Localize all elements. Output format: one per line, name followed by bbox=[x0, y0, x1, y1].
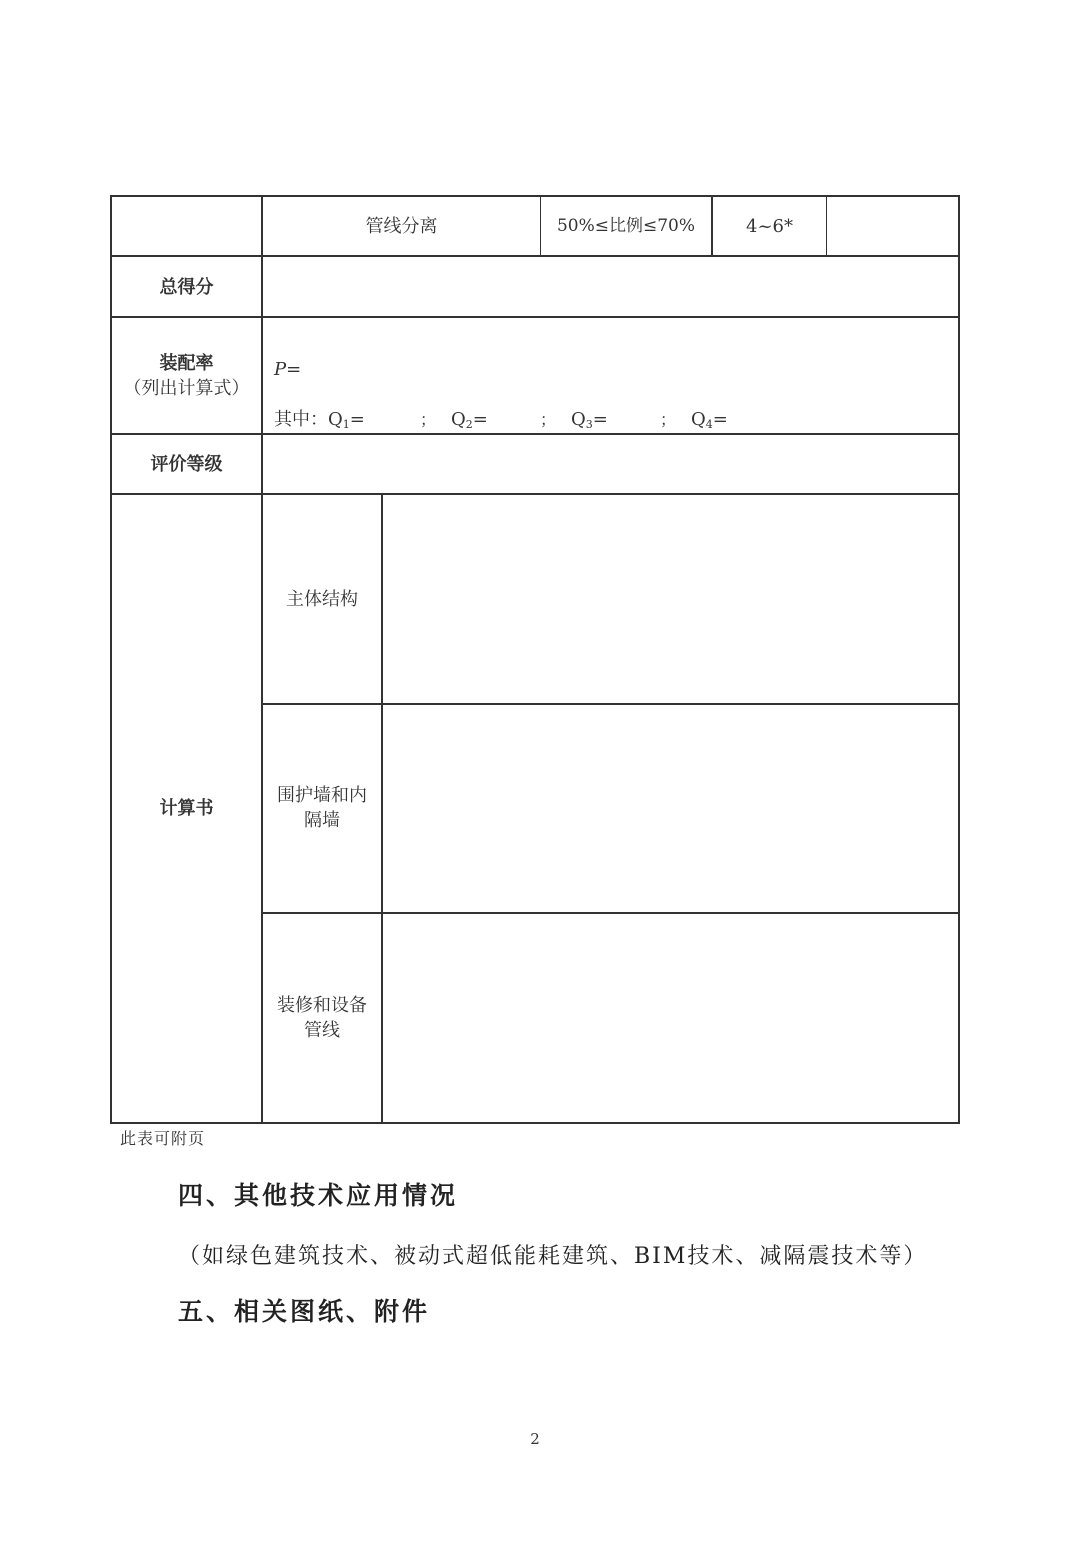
details-prefix: 其中： bbox=[274, 409, 328, 430]
q1-equals: = bbox=[349, 409, 365, 430]
main-structure-label: 主体结构 bbox=[286, 589, 358, 610]
enclosure-wall-label-line2: 隔墙 bbox=[304, 810, 340, 831]
main-structure-content[interactable] bbox=[383, 495, 958, 703]
sep-2: ； bbox=[540, 410, 557, 429]
page-number: 2 bbox=[530, 1430, 540, 1448]
q1-symbol: Q bbox=[328, 409, 343, 430]
score-range: 4~6* bbox=[746, 216, 793, 237]
calc-book-label: 计算书 bbox=[159, 798, 214, 819]
q2-equals: = bbox=[472, 409, 488, 430]
decoration-pipeline-label-line1: 装修和设备 bbox=[277, 995, 367, 1016]
q3-equals: = bbox=[592, 409, 608, 430]
total-score-label: 总得分 bbox=[159, 277, 214, 298]
sep-1: ； bbox=[420, 410, 437, 429]
q3-symbol: Q bbox=[571, 409, 586, 430]
assembly-rate-label: 装配率 bbox=[159, 353, 214, 374]
q4-symbol: Q bbox=[691, 409, 706, 430]
pipeline-separation-label: 管线分离 bbox=[365, 216, 438, 237]
assembly-rate-formula[interactable]: P= bbox=[274, 359, 302, 380]
q4-subscript: 4 bbox=[705, 418, 713, 431]
q3-field[interactable] bbox=[571, 407, 608, 437]
q4-equals: = bbox=[712, 409, 728, 430]
assembly-rate-note: （列出计算式） bbox=[123, 378, 250, 399]
ratio-standard: 50%≤比例≤70% bbox=[556, 216, 696, 236]
table-note: 此表可附页 bbox=[120, 1129, 206, 1148]
q3-subscript: 3 bbox=[585, 418, 593, 431]
enclosure-wall-content[interactable] bbox=[383, 705, 958, 912]
section4-heading: 四、其他技术应用情况 bbox=[178, 1181, 459, 1210]
q4-field[interactable] bbox=[691, 407, 728, 437]
sep-3: ； bbox=[660, 410, 677, 429]
decoration-pipeline-content[interactable] bbox=[383, 914, 958, 1122]
section4-description: （如绿色建筑技术、被动式超低能耗建筑、BIM技术、减隔震技术等） bbox=[178, 1244, 928, 1269]
q2-field[interactable] bbox=[451, 407, 488, 437]
q2-subscript: 2 bbox=[465, 418, 473, 431]
decoration-pipeline-label-line2: 管线 bbox=[304, 1020, 340, 1041]
section5-heading: 五、相关图纸、附件 bbox=[178, 1297, 431, 1326]
rating-label: 评价等级 bbox=[150, 454, 223, 475]
q1-subscript: 1 bbox=[342, 418, 350, 431]
assembly-rate-details bbox=[274, 407, 365, 437]
q2-symbol: Q bbox=[451, 409, 466, 430]
enclosure-wall-label-line1: 围护墙和内 bbox=[277, 785, 367, 806]
